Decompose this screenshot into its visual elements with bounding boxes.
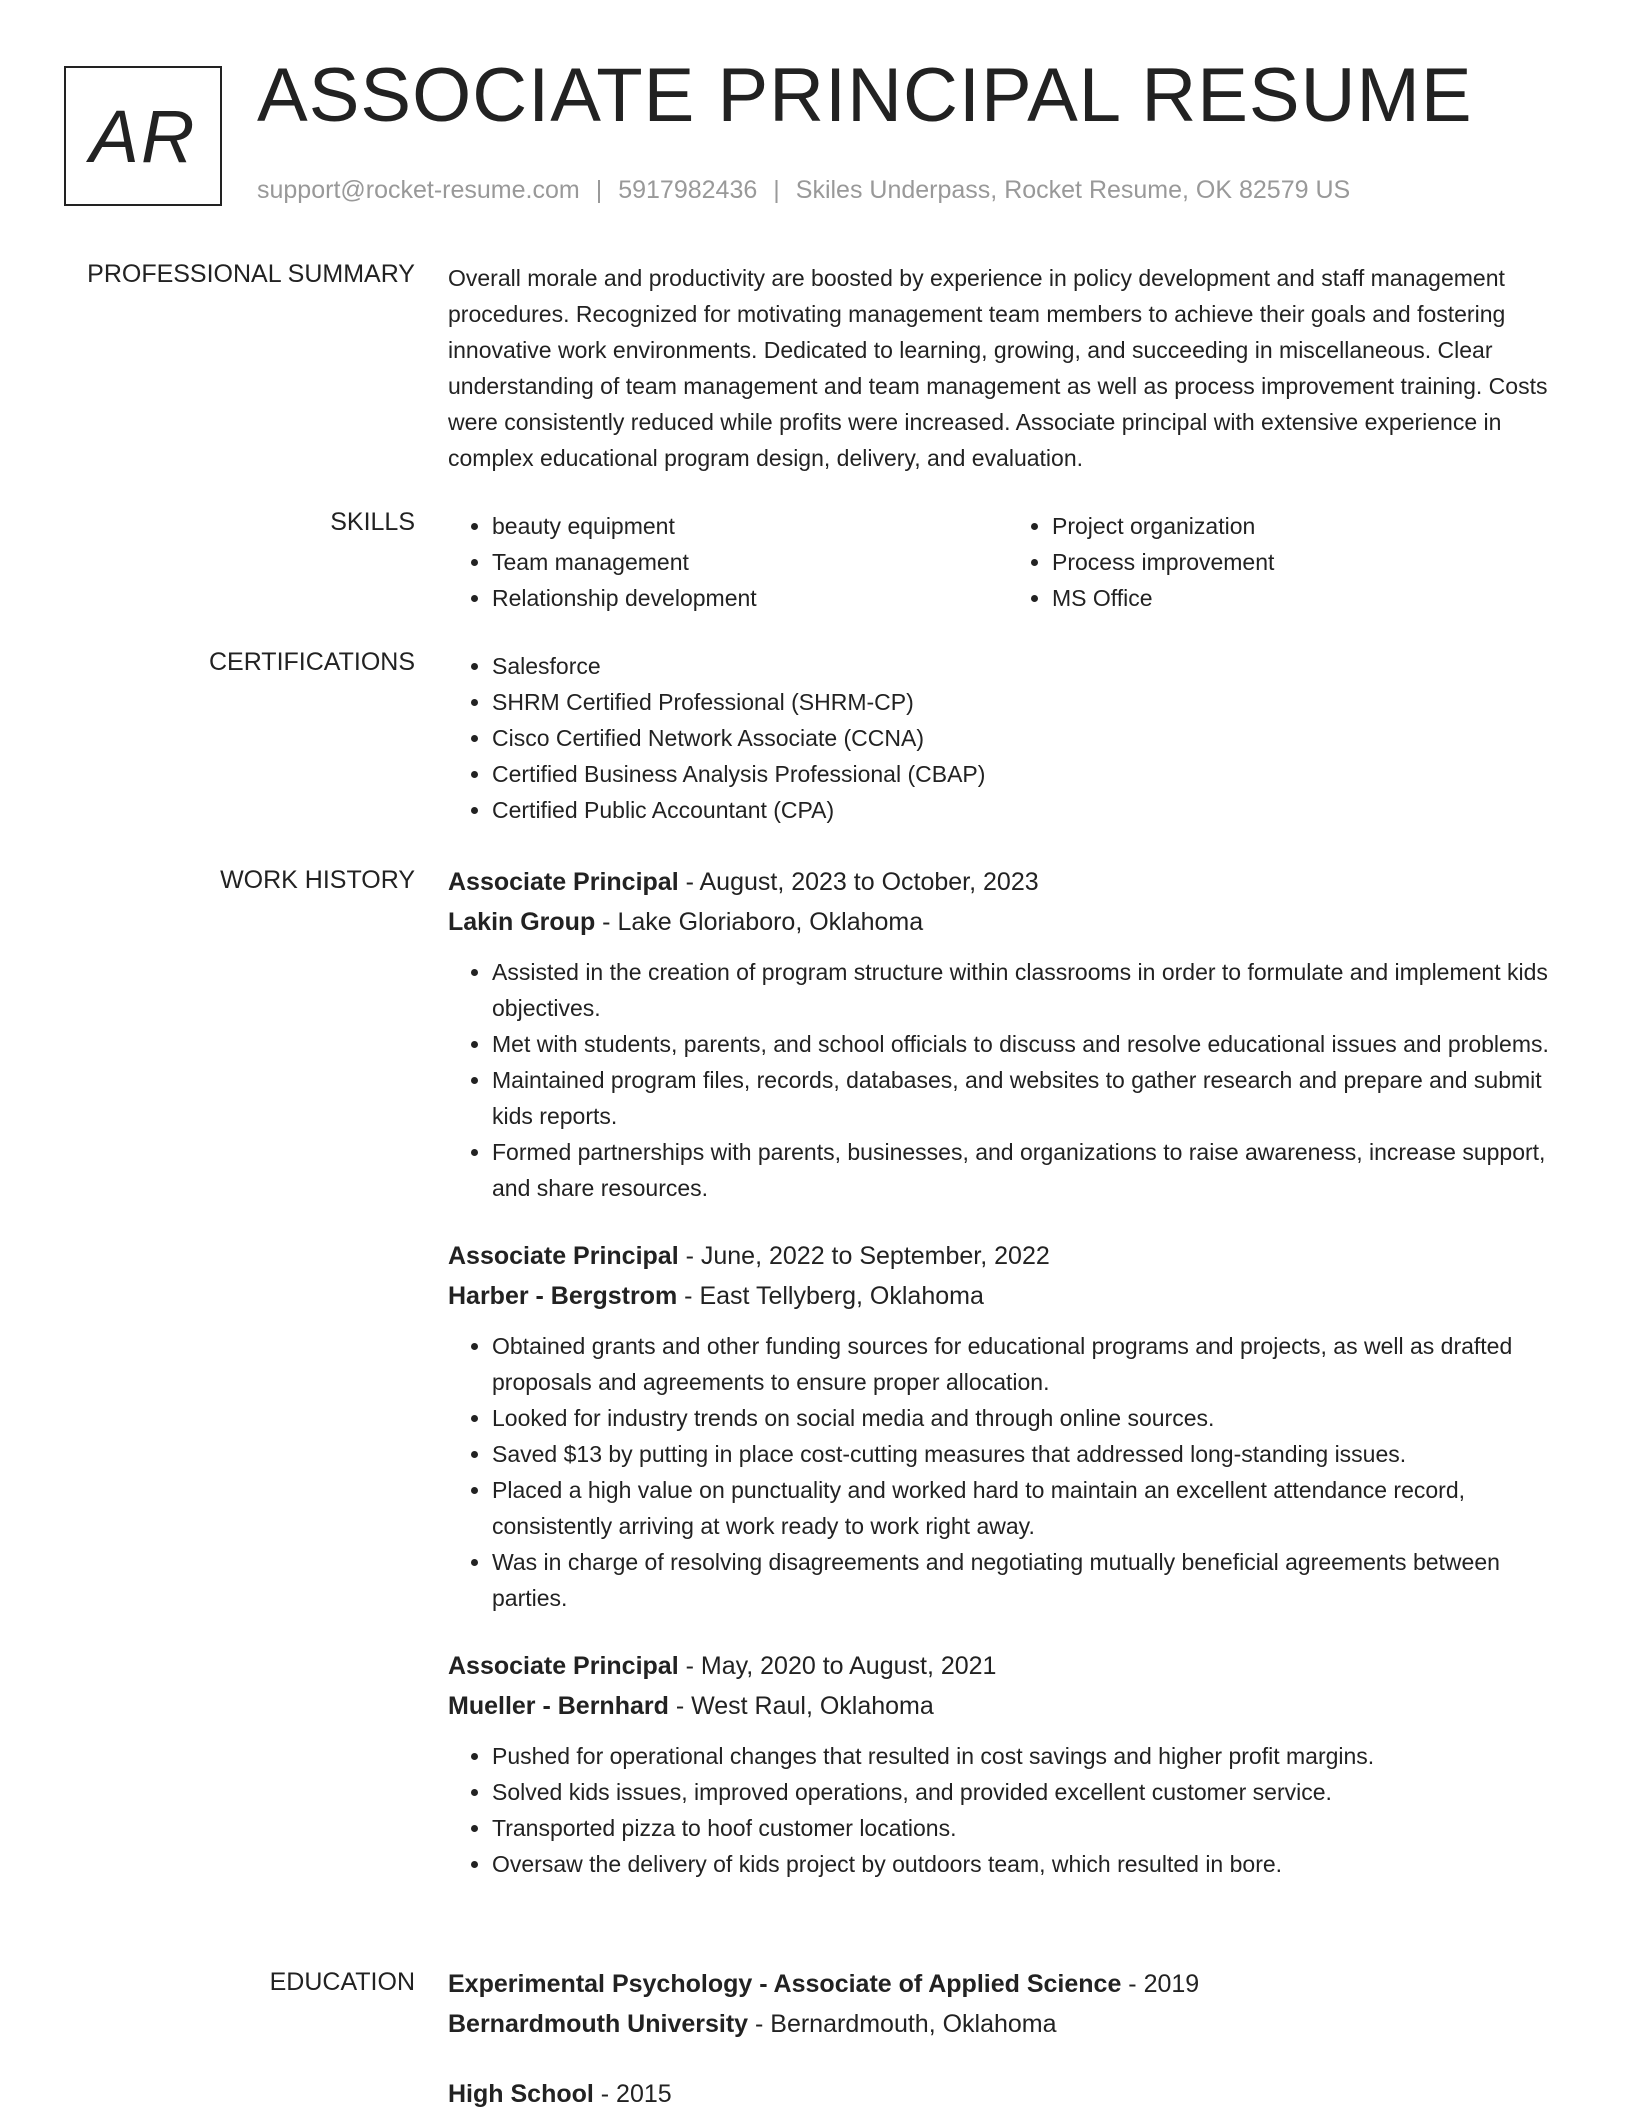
job-entry — [448, 1236, 1568, 1616]
contact-email[interactable]: support@rocket-resume.com — [257, 176, 580, 204]
education-location: - Bernardmouth, Oklahoma — [748, 2010, 1057, 2038]
certifications-heading: CERTIFICATIONS — [208, 648, 415, 676]
job-dates: - August, 2023 to October, 2023 — [678, 868, 1039, 896]
job-title: Associate Principal — [448, 1242, 679, 1270]
contact-separator: | — [773, 176, 780, 204]
skills-column-2 — [1008, 508, 1568, 616]
education-degree-line — [448, 1964, 1568, 2004]
skill-item: • Relationship development — [492, 580, 1008, 616]
job-bullet: • Placed a high value on punctuality and worked hard to maintain an excellent attendance record, consistently arriving at work ready to work right away. — [492, 1472, 1568, 1544]
job-bullets — [448, 954, 1568, 1206]
job-title-line — [448, 1236, 1568, 1276]
certification-item: • SHRM Certified Professional (SHRM-CP) — [492, 684, 1568, 720]
job-bullet: • Maintained program files, records, databases, and websites to gather research and prepare and submit kids reports. — [492, 1062, 1568, 1134]
job-title: Associate Principal — [448, 1652, 679, 1680]
job-location: - East Tellyberg, Oklahoma — [677, 1282, 984, 1310]
job-location: - Lake Gloriaboro, Oklahoma — [595, 908, 924, 936]
job-dates: - June, 2022 to September, 2022 — [678, 1242, 1050, 1270]
education-degree: Experimental Psychology - Associate of Applied Science — [448, 1970, 1122, 1998]
job-company: Mueller - Bernhard — [448, 1692, 669, 1720]
job-title: Associate Principal — [448, 868, 679, 896]
job-company-line — [448, 1276, 1568, 1316]
education-degree-line — [448, 2074, 1568, 2114]
education-school: Bernardmouth University — [448, 2010, 749, 2038]
job-entry — [448, 1646, 1568, 1882]
work-history-heading: WORK HISTORY — [220, 866, 415, 894]
education-year: - 2015 — [593, 2080, 672, 2108]
job-bullet: • Was in charge of resolving disagreements and negotiating mutually beneficial agreements between parties. — [492, 1544, 1568, 1616]
job-bullet: • Saved $13 by putting in place cost-cutting measures that addressed long-standing issues. — [492, 1436, 1568, 1472]
job-bullet: • Formed partnerships with parents, businesses, and organizations to raise awareness, increase support, and share resources. — [492, 1134, 1568, 1206]
job-bullet: • Assisted in the creation of program structure within classrooms in order to formulate and implement kids objectives. — [492, 954, 1568, 1026]
certification-item: • Cisco Certified Network Associate (CCNA) — [492, 720, 1568, 756]
job-bullet: • Transported pizza to hoof customer locations. — [492, 1810, 1568, 1846]
education-year: - 2019 — [1121, 1970, 1200, 1998]
certification-item: • Salesforce — [492, 648, 1568, 684]
job-company: Harber - Bergstrom — [448, 1282, 678, 1310]
job-title-line — [448, 1646, 1568, 1686]
contact-address: Skiles Underpass, Rocket Resume, OK 82579 US — [795, 176, 1351, 204]
job-bullet: • Solved kids issues, improved operations, and provided excellent customer service. — [492, 1774, 1568, 1810]
skill-item: • MS Office — [1052, 580, 1568, 616]
job-company-line — [448, 1686, 1568, 1726]
education-heading: EDUCATION — [269, 1968, 415, 1996]
resume-title: ASSOCIATE PRINCIPAL RESUME — [257, 53, 1473, 138]
job-title-line — [448, 862, 1568, 902]
job-bullet: • Obtained grants and other funding sources for educational programs and projects, as well as drafted proposals and agreements to ensure proper allocation. — [492, 1328, 1568, 1400]
skills-column-1 — [448, 508, 1008, 616]
monogram-initials: AR — [89, 94, 197, 178]
certifications-list — [448, 648, 1568, 828]
skills-list — [448, 508, 1568, 616]
skills-heading: SKILLS — [330, 508, 415, 536]
education-list — [448, 1964, 1568, 2114]
skill-item: • Project organization — [1052, 508, 1568, 544]
education-degree: High School — [448, 2080, 594, 2108]
job-location: - West Raul, Oklahoma — [668, 1692, 934, 1720]
job-company: Lakin Group — [448, 908, 596, 936]
job-bullet: • Met with students, parents, and school officials to discuss and resolve educational issues and problems. — [492, 1026, 1568, 1062]
summary-text: Overall morale and productivity are boosted by experience in policy development and staff management procedures. Recognized for motivating management team members to achieve their goals and fostering innovative work environments. Dedicated to learning, growing, and succeeding in miscellaneous. Clear understanding of team management and team management as well as process improvement training. Costs were consistently reduced while profits were increased. Associate principal with extensive experience in complex educational program design, delivery, and evaluation. — [448, 265, 1548, 471]
skill-item: • beauty equipment — [492, 508, 1008, 544]
job-bullet: • Oversaw the delivery of kids project by outdoors team, which resulted in bore. — [492, 1846, 1568, 1882]
certification-item: • Certified Public Accountant (CPA) — [492, 792, 1568, 828]
job-bullets — [448, 1738, 1568, 1882]
job-bullet: • Pushed for operational changes that resulted in cost savings and higher profit margins. — [492, 1738, 1568, 1774]
certification-item: • Certified Business Analysis Professional (CBAP) — [492, 756, 1568, 792]
contact-separator: | — [595, 176, 603, 204]
job-dates: - May, 2020 to August, 2021 — [678, 1652, 997, 1680]
job-entry — [448, 862, 1568, 1206]
contact-line — [257, 176, 1350, 205]
contact-phone[interactable]: 5917982436 — [618, 176, 758, 204]
work-history-list — [448, 862, 1568, 1912]
job-company-line — [448, 902, 1568, 942]
education-school-line — [448, 2004, 1568, 2044]
job-bullets — [448, 1328, 1568, 1616]
skill-item: • Team management — [492, 544, 1008, 580]
job-bullet: • Looked for industry trends on social media and through online sources. — [492, 1400, 1568, 1436]
monogram-box — [64, 66, 222, 206]
skill-item: • Process improvement — [1052, 544, 1568, 580]
summary-heading: PROFESSIONAL SUMMARY — [87, 260, 415, 288]
